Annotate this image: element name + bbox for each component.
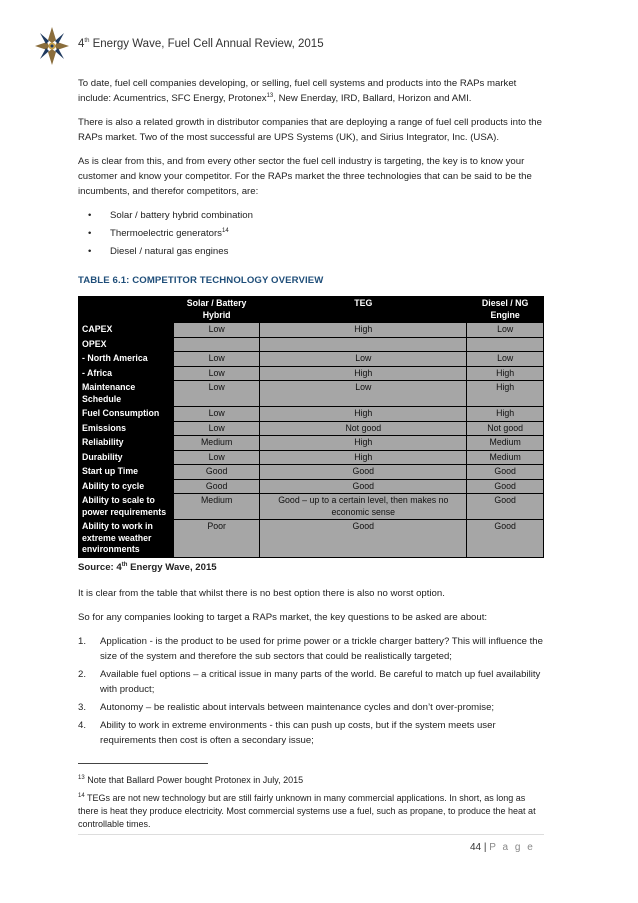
row-header: Ability to work in extreme weather environments bbox=[79, 520, 174, 558]
paragraph: There is also a related growth in distributor companies that are deploying a range of fuel cell products into the RAPs market. Two of the most successful are UPS Systems (UK), and Sirius Integrator, Inc. (USA). bbox=[78, 117, 542, 143]
table-header-row bbox=[79, 297, 544, 323]
table-cell: Low bbox=[174, 407, 260, 422]
table-cell: Low bbox=[467, 352, 544, 367]
table-cell: Medium bbox=[467, 436, 544, 451]
table-row bbox=[79, 421, 544, 436]
table-cell: High bbox=[260, 323, 467, 338]
table-cell: Good bbox=[467, 465, 544, 480]
row-header: Ability to scale to power requirements bbox=[79, 494, 174, 520]
list-item: 2. Available fuel options – a critical issue in many parts of the world. Be careful to match up fuel availability with product; bbox=[78, 668, 541, 695]
table-row bbox=[79, 337, 544, 352]
table-cell: Good bbox=[467, 479, 544, 494]
list-item: 1. Application - is the product to be used for prime power or a trickle charger battery? This will influence the size of the system and therefore the sub sectors that could be realistically targeted; bbox=[78, 635, 543, 662]
table-cell: Good bbox=[260, 520, 467, 558]
page-header: 4th Energy Wave, Fuel Cell Annual Review, 2015 bbox=[78, 38, 324, 50]
table-row bbox=[79, 450, 544, 465]
table-cell: Good bbox=[260, 479, 467, 494]
competitor-table bbox=[78, 296, 544, 558]
table-cell: Good bbox=[174, 479, 260, 494]
column-header: Solar / Battery Hybrid bbox=[174, 297, 260, 323]
table-cell: Low bbox=[174, 352, 260, 367]
table-cell: Not good bbox=[260, 421, 467, 436]
table-cell bbox=[260, 337, 467, 352]
table-row bbox=[79, 352, 544, 367]
row-header: Fuel Consumption bbox=[79, 407, 174, 422]
table-row bbox=[79, 494, 544, 520]
paragraph: To date, fuel cell companies developing, or selling, fuel cell systems and products into the RAPs market include: Acumentrics, SFC Energy, Protonex$^{13}$, New Enerday, IRD, Ballard, Horizon and AMI. bbox=[78, 78, 517, 104]
row-header: OPEX bbox=[79, 337, 174, 352]
row-header: Reliability bbox=[79, 436, 174, 451]
table-row bbox=[79, 381, 544, 407]
table-cell: Good bbox=[467, 520, 544, 558]
key-questions-list bbox=[78, 634, 544, 748]
competitor-list bbox=[78, 208, 544, 259]
table-cell: High bbox=[467, 366, 544, 381]
list-item: 3. Autonomy – be realistic about intervals between maintenance cycles and don’t over-promise; bbox=[78, 701, 495, 713]
table-cell: Poor bbox=[174, 520, 260, 558]
table-cell: High bbox=[260, 450, 467, 465]
table-row bbox=[79, 436, 544, 451]
table-row bbox=[79, 479, 544, 494]
table-cell: High bbox=[260, 366, 467, 381]
company-logo-icon bbox=[34, 26, 70, 66]
footer-divider bbox=[78, 834, 544, 835]
table-row bbox=[79, 520, 544, 558]
list-item: • Diesel / natural gas engines bbox=[78, 244, 544, 259]
column-header: Diesel / NG Engine bbox=[467, 297, 544, 323]
row-header: Ability to cycle bbox=[79, 479, 174, 494]
table-cell: High bbox=[260, 436, 467, 451]
table-cell: Low bbox=[174, 381, 260, 407]
table-cell: Good – up to a certain level, then makes no economic sense bbox=[260, 494, 467, 520]
table-cell: Low bbox=[260, 352, 467, 367]
table-cell: High bbox=[467, 407, 544, 422]
table-cell: High bbox=[467, 381, 544, 407]
list-item: • Solar / battery hybrid combination bbox=[78, 208, 544, 223]
row-header: - Africa bbox=[79, 366, 174, 381]
row-header: Maintenance Schedule bbox=[79, 381, 174, 407]
row-header: - North America bbox=[79, 352, 174, 367]
page-number: 44 | P a g e bbox=[470, 842, 535, 853]
table-cell: Medium bbox=[174, 436, 260, 451]
footnote-divider bbox=[78, 763, 208, 764]
table-cell: Low bbox=[174, 450, 260, 465]
table-cell: Medium bbox=[467, 450, 544, 465]
table-source: Source: 4th Energy Wave, 2015 bbox=[78, 561, 217, 573]
row-header: Start up Time bbox=[79, 465, 174, 480]
table-cell bbox=[467, 337, 544, 352]
table-cell: High bbox=[260, 407, 467, 422]
table-cell: Low bbox=[174, 366, 260, 381]
paragraph: As is clear from this, and from every other sector the fuel cell industry is targeting, the key is to know your customer and know your competitor. For the RAPs market the three technologies that can be said to be the incumbents, and therefor competitors, are: bbox=[78, 156, 532, 197]
paragraph: It is clear from the table that whilst there is no best option there is also no worst option. bbox=[78, 587, 445, 599]
table-corner bbox=[79, 297, 174, 323]
column-header: TEG bbox=[260, 297, 467, 323]
list-item: 4. Ability to work in extreme environments - this can push up costs, but if the system meets user requirements then cost is often a secondary issue; bbox=[78, 719, 496, 746]
table-cell: Not good bbox=[467, 421, 544, 436]
table-row bbox=[79, 323, 544, 338]
table-row bbox=[79, 366, 544, 381]
table-cell: Low bbox=[174, 421, 260, 436]
footnote: $^{13}$ Note that Ballard Power bought Protonex in July, 2015 bbox=[78, 774, 304, 785]
table-cell: Good bbox=[467, 494, 544, 520]
list-item: • Thermoelectric generators$^{14}$ bbox=[78, 226, 544, 241]
page-body bbox=[78, 76, 544, 836]
table-cell: Good bbox=[174, 465, 260, 480]
table-cell bbox=[174, 337, 260, 352]
table-row bbox=[79, 465, 544, 480]
table-row bbox=[79, 407, 544, 422]
table-cell: Medium bbox=[174, 494, 260, 520]
table-cell: Low bbox=[260, 381, 467, 407]
table-cell: Low bbox=[467, 323, 544, 338]
row-header: Durability bbox=[79, 450, 174, 465]
footnote: $^{14}$ TEGs are not new technology but are still fairly unknown in many commercial applications. In short, as long as there is heat they produce electricity. Most commercial systems use a fuel, such as propane, to produce the heat at controllable times. bbox=[78, 792, 536, 829]
table-cell: Good bbox=[260, 465, 467, 480]
table-title: TABLE 6.1: COMPETITOR TECHNOLOGY OVERVIEW bbox=[78, 275, 324, 286]
paragraph: So for any companies looking to target a RAPs market, the key questions to be asked are about: bbox=[78, 611, 488, 623]
row-header: Emissions bbox=[79, 421, 174, 436]
row-header: CAPEX bbox=[79, 323, 174, 338]
table-cell: Low bbox=[174, 323, 260, 338]
